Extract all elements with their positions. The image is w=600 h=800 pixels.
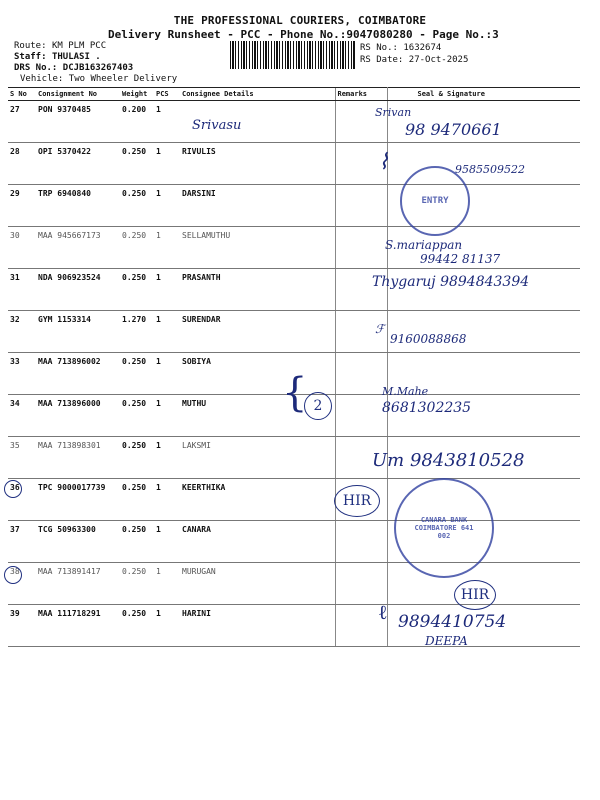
cell-consignment: MAA 713896000 — [36, 395, 120, 437]
cell-consignee: PRASANTH — [180, 269, 335, 311]
table-row — [8, 185, 580, 227]
handwritten-hir-r39 — [454, 580, 496, 610]
cell-sno: 38 — [8, 563, 36, 605]
cell-sno: 33 — [8, 353, 36, 395]
cell-pcs: 1 — [154, 185, 180, 227]
cell-pcs: 1 — [154, 479, 180, 521]
cell-consignee: MURUGAN — [180, 563, 335, 605]
circled-sno-r36 — [4, 480, 22, 498]
col-remarks: Remarks — [335, 88, 387, 101]
company-title: THE PROFESSIONAL COURIERS, COIMBATORE — [173, 14, 427, 27]
vehicle-value: Two Wheeler Delivery — [68, 74, 178, 84]
canara-bank-stamp — [394, 478, 494, 578]
vehicle-label: Vehicle: — [20, 74, 64, 84]
handwritten-signature-r27: Srivan — [375, 106, 412, 119]
cell-pcs: 1 — [154, 395, 180, 437]
cell-weight: 0.250 — [120, 227, 154, 269]
drs-label: DRS No.: — [14, 63, 58, 73]
cell-consignee: DARSINI — [180, 185, 335, 227]
cell-sno: 32 — [8, 311, 36, 353]
cell-consignee: RIVULIS — [180, 143, 335, 185]
cell-pcs: 1 — [154, 101, 180, 143]
col-pcs: PCS — [154, 88, 180, 101]
cell-consignee: HARINI — [180, 605, 335, 647]
handwritten-name-r39: DEEPA — [425, 634, 468, 648]
cell-consignment: MAA 945667173 — [36, 227, 120, 269]
cell-pcs: 1 — [154, 227, 180, 269]
cell-sno: 34 — [8, 395, 36, 437]
col-consignment: Consignment No — [36, 88, 120, 101]
cell-sno: 30 — [8, 227, 36, 269]
cell-consignment: MAA 111718291 — [36, 605, 120, 647]
cell-weight: 0.250 — [120, 563, 154, 605]
cell-pcs: 1 — [154, 437, 180, 479]
rs-date-value: 27-Oct-2025 — [408, 55, 469, 65]
cell-consignment: MAA 713898301 — [36, 437, 120, 479]
col-weight: Weight — [120, 88, 154, 101]
handwritten-hir-r36 — [334, 485, 380, 517]
drs-value: DCJB163267403 — [62, 63, 134, 73]
cell-remarks — [335, 395, 387, 437]
route-line — [14, 41, 106, 51]
handwritten-circled-mark-r34 — [304, 392, 332, 420]
col-signature: Seal & Signature — [387, 88, 580, 101]
staff-value: THULASI . — [51, 52, 101, 62]
table-header-row — [8, 88, 580, 101]
cell-weight: 0.250 — [120, 437, 154, 479]
cell-weight: 0.250 — [120, 353, 154, 395]
cell-pcs: 1 — [154, 311, 180, 353]
cell-weight: 1.270 — [120, 311, 154, 353]
handwritten-phone-r27: 98 9470661 — [405, 120, 502, 139]
cell-weight: 0.250 — [120, 143, 154, 185]
runsheet-subtitle: Delivery Runsheet - PCC - Phone No.:9047080280 - Page No.:3 — [108, 28, 499, 41]
cell-sno: 31 — [8, 269, 36, 311]
rs-date-line — [360, 55, 468, 65]
handwritten-initials-r32: ℱ — [375, 322, 385, 336]
entry-stamp — [400, 166, 470, 236]
entry-stamp-text: ENTRY — [421, 196, 449, 206]
cell-remarks — [335, 521, 387, 563]
rs-no-line — [360, 43, 441, 53]
cell-weight: 0.200 — [120, 101, 154, 143]
cell-sno: 29 — [8, 185, 36, 227]
cell-consignment: PON 9370485 — [36, 101, 120, 143]
canara-bank-stamp-text: CANARA BANK COIMBATORE 641 002 — [414, 516, 474, 540]
cell-pcs: 1 — [154, 353, 180, 395]
cell-sno: 37 — [8, 521, 36, 563]
route-label: Route: — [14, 41, 47, 51]
table-row — [8, 311, 580, 353]
cell-pcs: 1 — [154, 605, 180, 647]
vehicle-line — [20, 74, 177, 84]
cell-consignment: MAA 713896002 — [36, 353, 120, 395]
cell-weight: 0.250 — [120, 605, 154, 647]
cell-consignment: NDA 906923524 — [36, 269, 120, 311]
cell-weight: 0.250 — [120, 521, 154, 563]
hir-text-r36: HIR — [342, 493, 372, 509]
cell-consignee: SELLAMUTHU — [180, 227, 335, 269]
col-sno: S No — [8, 88, 36, 101]
cell-sno: 39 — [8, 605, 36, 647]
cell-weight: 0.250 — [120, 269, 154, 311]
col-consignee: Consignee Details — [180, 88, 335, 101]
handwritten-phone-r39: 9894410754 — [398, 612, 507, 632]
hir-text-r39: HIR — [460, 587, 490, 603]
handwritten-phone-r30: 99442 81137 — [420, 252, 501, 266]
cell-sno: 27 — [8, 101, 36, 143]
handwritten-initials-r28: ⌇ — [378, 150, 389, 175]
cell-sno: 28 — [8, 143, 36, 185]
staff-line — [14, 52, 101, 62]
cell-consignee: MUTHU — [180, 395, 335, 437]
cell-pcs: 1 — [154, 563, 180, 605]
cell-consignment: MAA 713891417 — [36, 563, 120, 605]
cell-pcs: 1 — [154, 143, 180, 185]
cell-pcs: 1 — [154, 269, 180, 311]
drs-line — [14, 63, 133, 73]
rs-no-value: 1632674 — [403, 43, 442, 53]
handwritten-phone-r34: 8681302235 — [382, 400, 472, 416]
cell-consignment: TPC 9000017739 — [36, 479, 120, 521]
table-row — [8, 521, 580, 563]
staff-label: Staff: — [14, 52, 47, 62]
cell-consignee: LAKSMI — [180, 437, 335, 479]
cell-weight: 0.250 — [120, 479, 154, 521]
cell-remarks — [335, 185, 387, 227]
handwritten-signature-r34: M.Mahe — [382, 385, 429, 398]
cell-consignee: CANARA — [180, 521, 335, 563]
handwritten-check-r39: ℓ — [378, 600, 388, 624]
cell-consignee: SOBIYA — [180, 353, 335, 395]
cell-pcs: 1 — [154, 521, 180, 563]
circled-sno-r38 — [4, 566, 22, 584]
cell-sno: 35 — [8, 437, 36, 479]
circled-mark-text: 2 — [313, 398, 323, 414]
cell-weight: 0.250 — [120, 395, 154, 437]
cell-consignment: OPI 5370422 — [36, 143, 120, 185]
cell-remarks — [335, 227, 387, 269]
rs-no-label: RS No.: — [360, 43, 398, 53]
cell-consignment: TRP 6940840 — [36, 185, 120, 227]
handwritten-phone-r28: 9585509522 — [455, 163, 525, 176]
cell-consignment: TCG 50963300 — [36, 521, 120, 563]
table-row — [8, 479, 580, 521]
cell-remarks — [335, 563, 387, 605]
cell-weight: 0.250 — [120, 185, 154, 227]
handwritten-phone-r32: 9160088868 — [390, 332, 467, 346]
cell-consignee: SURENDAR — [180, 311, 335, 353]
handwritten-signature-r35: Um 9843810528 — [372, 450, 525, 471]
handwritten-brace-r34: { — [282, 370, 308, 416]
cell-remarks — [335, 353, 387, 395]
cell-consignee: KEERTHIKA — [180, 479, 335, 521]
barcode-image — [230, 41, 356, 69]
cell-sno: 36 — [8, 479, 36, 521]
rs-date-label: RS Date: — [360, 55, 404, 65]
cell-consignment: GYM 1153314 — [36, 311, 120, 353]
handwritten-signature-r31: Thygaruj 9894843394 — [372, 274, 530, 290]
handwritten-name-r27: Srivasu — [192, 118, 242, 133]
route-value: KM PLM PCC — [51, 41, 107, 51]
handwritten-signature-r30: S.mariappan — [385, 238, 463, 252]
